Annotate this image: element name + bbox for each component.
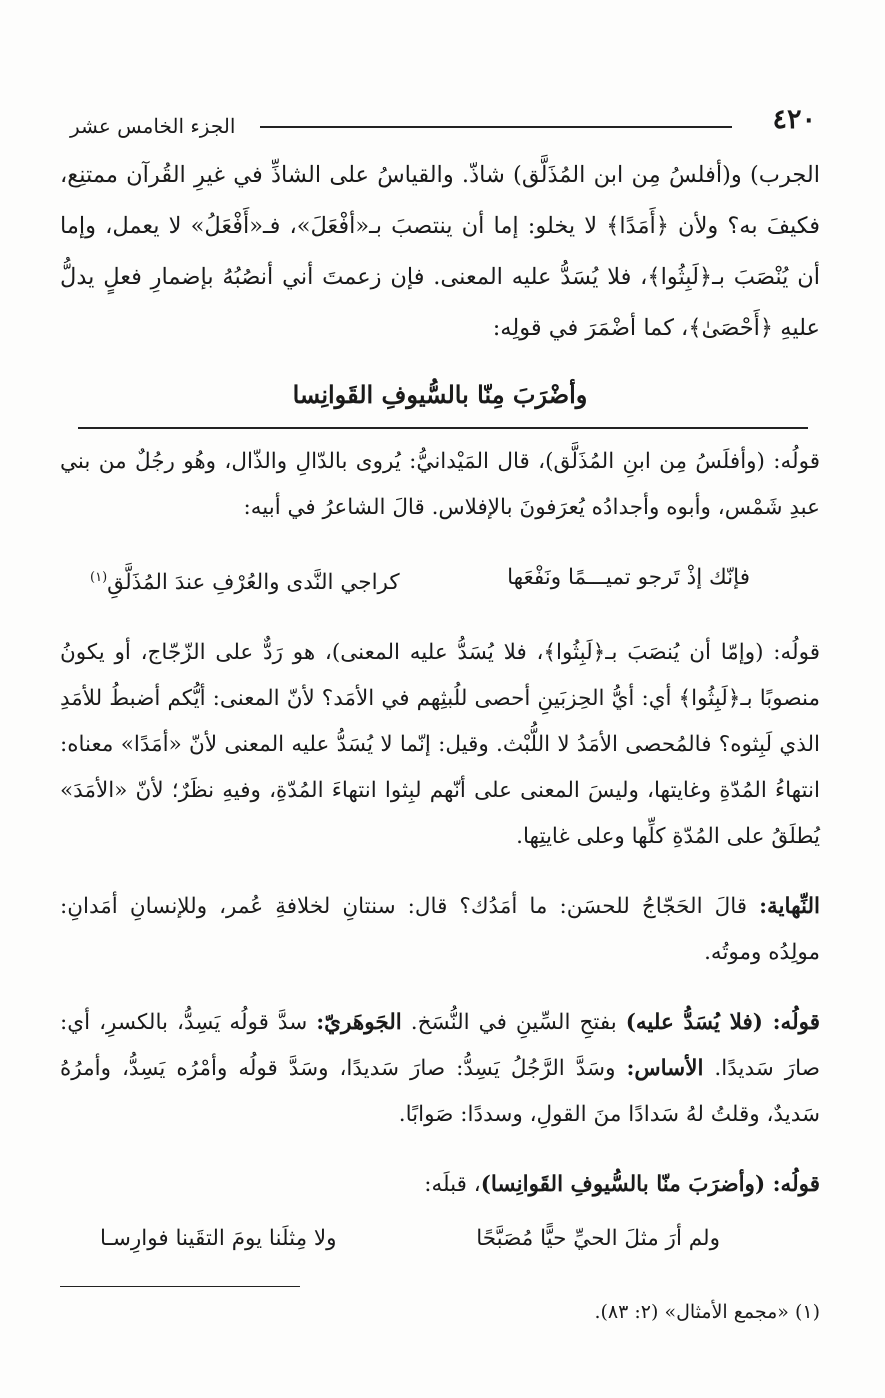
- footnote-rule: [60, 1286, 300, 1287]
- verse-1: [60, 555, 820, 606]
- commentary-paragraph-3: النِّهاية: قالَ الحَجّاجُ للحسَن: ما أمَدُك؟ قال: سنتانِ لخلافةِ عُمر، وللإنسانِ أمَدانِ: مولِدُه وموتُه.: [60, 894, 820, 966]
- main-text: الجرب) و(أفلسُ مِن ابن المُذَلَّق) شاذّ. والقياسُ على الشاذِّ في غيرِ القُرآن ممتنِع، فكيفَ به؟ ولأن ﴿أَمَدًا﴾ لا يخلو: إما أن ينتصبَ بـ«أفْعَلَ»، فـ«أَفْعَلُ» لا يعمل، وإما أن يُنْصَبَ بـ﴿لَبِثُوا﴾، فلا يُسَدُّ عليه المعنى. فإن زعمتَ أني أنصُبُهُ بإضمارِ فعلٍ يدلُّ عليهِ ﴿أَحْصَىٰ﴾، كما أضْمَرَ في قولِه:: [60, 162, 820, 341]
- header-rule: [260, 126, 732, 128]
- page: [60, 100, 820, 1323]
- verse-1-second-hemistich: كراجي النَّدى والعُرْفِ عندَ المُذَلَّقِ$^{(١)}$: [90, 570, 400, 596]
- verse-1-first-hemistich: فإنّك إذْ تَرجو تميـــمًا ونَفْعَها: [507, 565, 750, 590]
- footnote: (١) «مجمع الأمثال» (٢: ٨٣).: [594, 1301, 820, 1324]
- verse-2-first-hemistich: ولم أرَ مثلَ الحيِّ حيًّا مُصَبَّحًا: [476, 1226, 720, 1252]
- source-label-nihaya: النِّهاية:: [759, 894, 820, 920]
- source-label-asas: الأساس:: [626, 1056, 704, 1082]
- commentary-paragraph-1: قولُه: (وأفلَسُ مِن ابنِ المُذَلَّق)، قال المَيْدانيُّ: يُروى بالدّالِ والذّال، وهُو رجُلٌ من بني عبدِ شَمْس، وأبوه وأجدادُه يُعرَفونَ بالإفلاس. قالَ الشاعرُ في أبيه:: [60, 449, 820, 520]
- commentary-paragraph-4: قولُه: (فلا يُسَدُّ عليه) بفتحِ السِّينِ في النُّسَخ. الجَوهَريّ: سدَّ قولُه يَسِدُّ، بالكسرِ، أي: صارَ سَديدًا. الأساس: وسَدَّ الرَّجُلُ يَسِدُّ: صارَ سَديدًا، وسَدَّ قولُه وأمْرُه يَسِدُّ، وأمرُهُ سَديدٌ، وقلتُ لهُ سَدادًا منَ القولِ، وسددًا: صَوابًا.: [60, 1010, 821, 1128]
- footnote-marker: (١): [90, 570, 108, 585]
- page-header: [60, 100, 820, 150]
- verse-2-second-hemistich: ولا مِثلَنا يومَ التقَينا فوارِسـا: [100, 1226, 337, 1252]
- commentary-paragraph-5: قولُه: (وأضرَبَ منّا بالسُّيوفِ القَوانِسا)، قبلَه:: [424, 1172, 820, 1198]
- source-label-jawhari: الجَوهَريّ:: [316, 1010, 402, 1036]
- commentary-paragraph-2: قولُه: (وإمّا أن يُنصَبَ بـ﴿لَبِثُوا﴾، فلا يُسَدُّ عليه المعنى)، هو رَدٌّ على الزّجّاج، أو يكونُ منصوبًا بـ﴿لَبِثُوا﴾ أي: أيُّ الحِزبَينِ أحصى للُبثِهم في الأمَد؟ لأنّ المعنى: أيُّكم أضبطُ للأمَدِ الذي لَبِثوه؟ فالمُحصى الأمَدُ لا اللُّبْث. وقيل: إنّما لا يُسَدُّ عليه المعنى لأنّ «أمَدًا» معناه: انتهاءُ المُدّةِ وغايتها، وليسَ المعنى على أنّهم لبِثوا انتهاءَ المُدّةِ، وفيهِ نظَرٌ؛ لأنّ «الأمَدَ» يُطلَقُ على المُدّةِ كلِّها وعلى غايتِها.: [60, 640, 820, 850]
- page-number: ٤٢٠: [772, 104, 816, 135]
- main-commentary-divider: [78, 427, 808, 429]
- running-title: الجزء الخامس عشر: [70, 114, 236, 138]
- verse-2: [60, 1216, 820, 1262]
- main-verse: وأضْرَبَ مِنّا بالسُّيوفِ القَوانِسا: [292, 380, 588, 409]
